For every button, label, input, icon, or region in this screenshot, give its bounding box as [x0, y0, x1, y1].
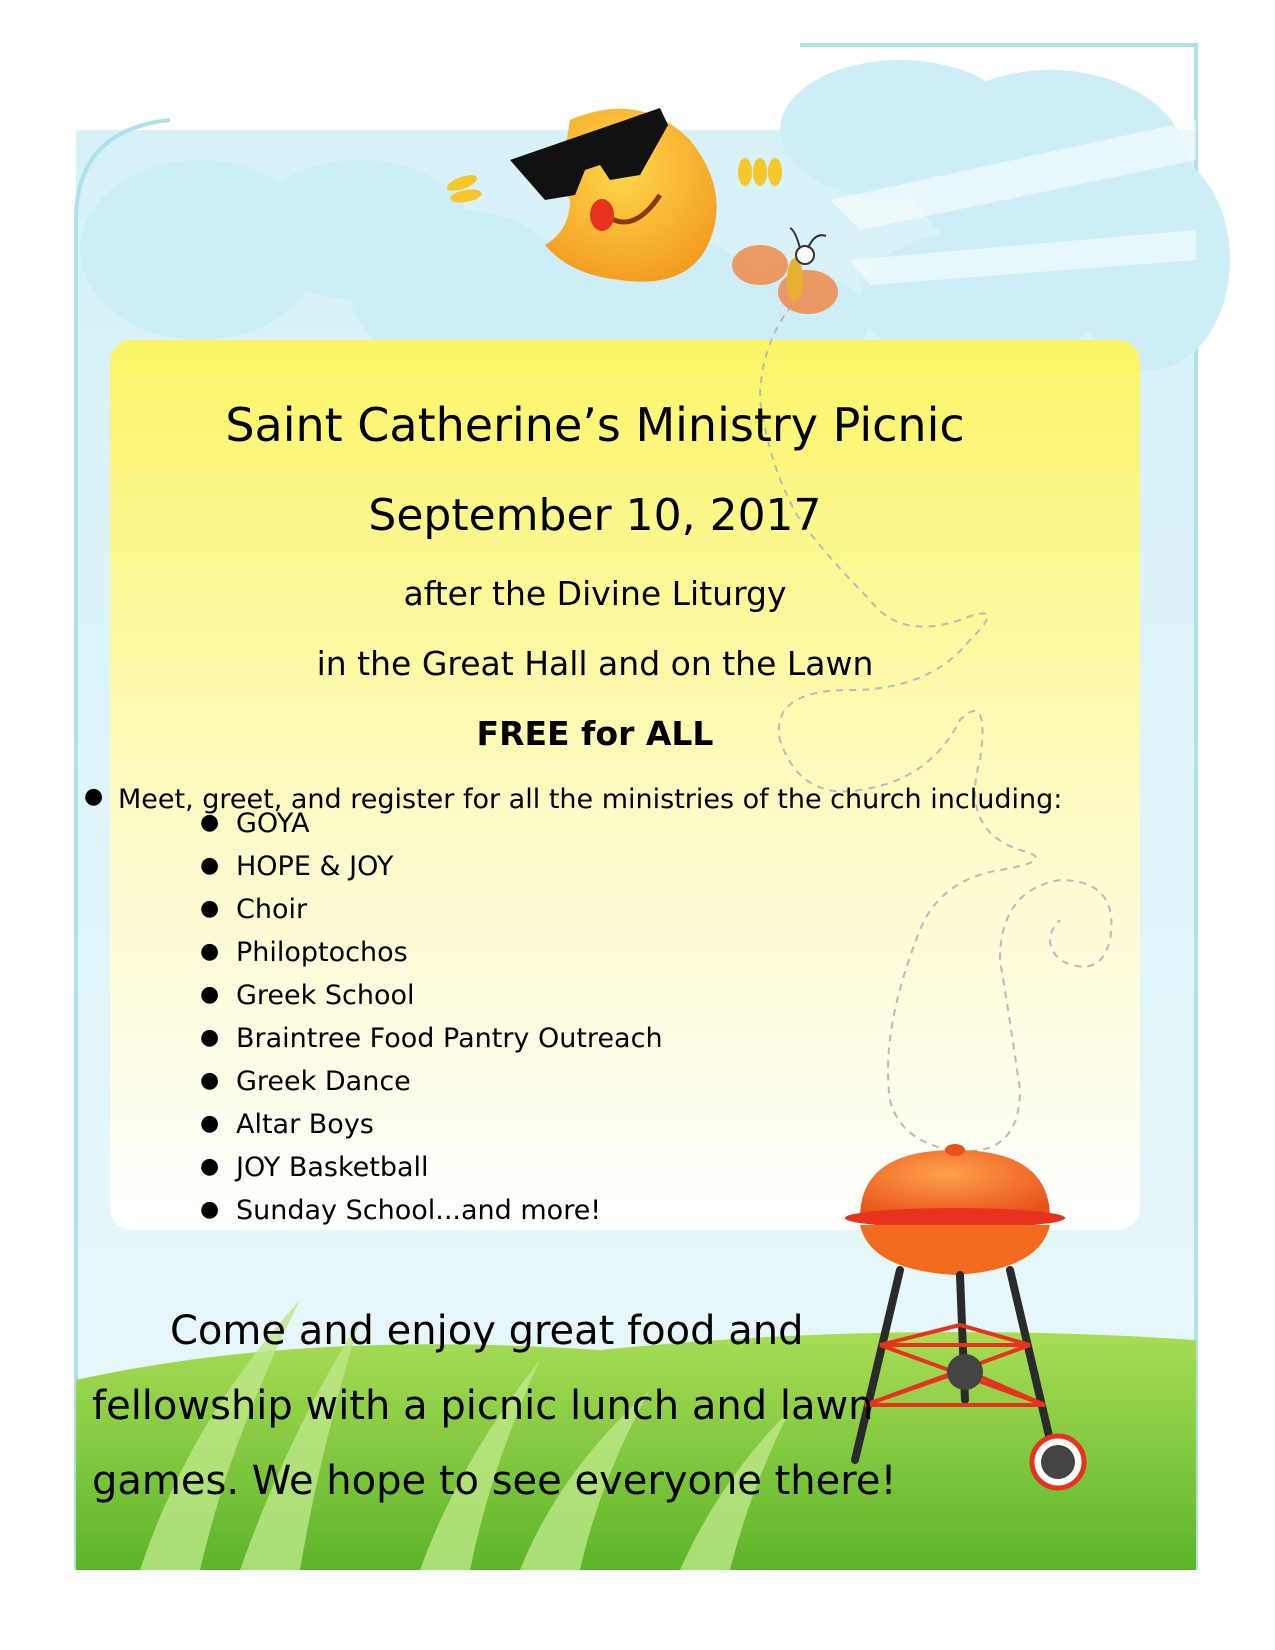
- bullet-icon: ●: [200, 810, 220, 835]
- ministries-intro-text: Meet, greet, and register for all the ministries of the church including:: [118, 784, 1063, 815]
- bullet-icon: ●: [200, 896, 220, 921]
- list-item: ● Philoptochos: [200, 937, 408, 968]
- bullet-icon: ●: [200, 853, 220, 878]
- event-title: Saint Catherine’s Ministry Picnic: [225, 398, 965, 452]
- list-item: ● JOY Basketball: [200, 1152, 429, 1183]
- list-item: ● Choir: [200, 894, 308, 925]
- bullet-icon: ●: [200, 982, 220, 1007]
- closing-message: Come and enjoy great food and fellowship with a picnic lunch and lawn games. We hope to see everyone there!: [92, 1308, 897, 1504]
- event-date: September 10, 2017: [368, 490, 822, 541]
- bullet-icon: ●: [200, 1068, 220, 1093]
- list-item: ● GOYA: [200, 808, 310, 839]
- list-item: ● Greek Dance: [200, 1066, 411, 1097]
- bullet-icon: ●: [200, 1154, 220, 1179]
- list-item: ● HOPE & JOY: [200, 851, 394, 882]
- bullet-icon: ●: [84, 784, 104, 809]
- bullet-icon: ●: [200, 939, 220, 964]
- bullet-icon: ●: [200, 1025, 220, 1050]
- bullet-icon: ●: [200, 1197, 220, 1222]
- list-item: ● Braintree Food Pantry Outreach: [200, 1023, 663, 1054]
- list-item: ● Altar Boys: [200, 1109, 374, 1140]
- list-item: ● Greek School: [200, 980, 415, 1011]
- event-price: FREE for ALL: [476, 714, 714, 753]
- event-time-note: after the Divine Liturgy: [403, 574, 787, 613]
- event-location: in the Great Hall and on the Lawn: [316, 644, 874, 683]
- bullet-icon: ●: [200, 1111, 220, 1136]
- list-item: ● Sunday School...and more!: [200, 1195, 602, 1226]
